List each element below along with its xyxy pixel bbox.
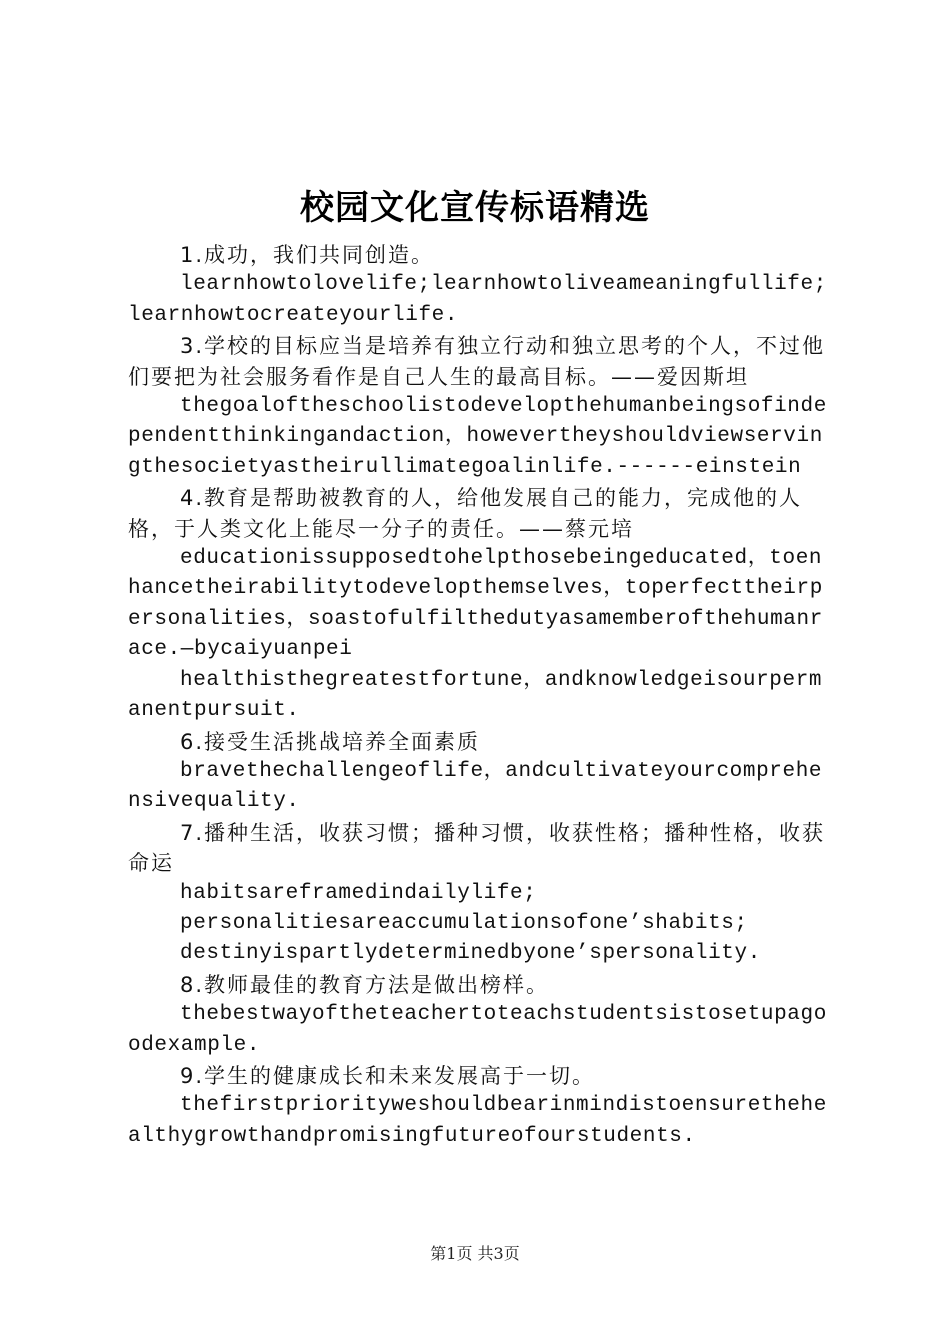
paragraph-slogan-6-english: bravethechallengeoflife，andcultivateyourcomprehensivequality. [128,759,823,814]
paragraph-slogan-9: 9.学生的健康成长和未来发展高于一切。 [180,1063,596,1088]
paragraph-slogan-4-english: educationissupposedtohelpthosebeingeducated，toenhancetheirabilitytodevelopthemselves，toperfecttheirpersonalities，soastofulfilthedutyasamemberofthehumanrace.—bycaiyuanpei [128,547,823,662]
paragraph-slogan-3: 3.学校的目标应当是培养有独立行动和独立思考的个人，不过他们要把为社会服务看作是自己人生的最高目标。——爱因斯坦 [128,334,826,389]
paragraph-slogan-8: 8.教师最佳的教育方法是做出榜样。 [180,972,550,997]
document-body [128,240,832,1152]
document-title: 校园文化宣传标语精选 [300,188,650,228]
paragraph-slogan-5-english: healthisthegreatestfortune，andknowledgeisourpermanentpursuit. [128,668,823,723]
paragraph-slogan-2-english: learnhowtolovelife;learnhowtoliveameaningfullife;learnhowtocreateyourlife. [128,273,827,327]
paragraph-slogan-7-english-line-3: destinyispartlydeterminedbyone’spersonality. [180,942,761,966]
paragraph-slogan-3-english: thegoaloftheschoolistodevelopthehumanbeingsofindependentthinkingandaction，howevertheyshouldviewservingthesocietyastheirullimategoalinlife.------einstein [128,395,827,479]
paragraph-slogan-4: 4.教育是帮助被教育的人，给他发展自己的能力，完成他的人格，于人类文化上能尽一分子的责任。——蔡元培 [128,486,803,541]
paragraph-slogan-7: 7.播种生活，收获习惯；播种习惯，收获性格；播种性格，收获命运 [128,820,826,876]
page-number-footer: 第1页 共3页 [430,1244,520,1263]
paragraph-slogan-7-english-line-2: personalitiesareaccumulationsofone’shabits; [180,911,748,935]
paragraph-slogan-7-english-line-1: habitsareframedindailylife; [180,881,537,905]
paragraph-slogan-1: 1.成功，我们共同创造。 [180,243,435,267]
paragraph-slogan-9-english: thefirstpriorityweshouldbearinmindistoensurethehealthygrowthandpromisingfutureofourstudents. [128,1094,827,1148]
paragraph-slogan-8-english: thebestwayoftheteachertoteachstudentsistosetupagoodexample. [128,1003,827,1057]
paragraph-slogan-6: 6.接受生活挑战培养全面素质 [180,729,481,754]
